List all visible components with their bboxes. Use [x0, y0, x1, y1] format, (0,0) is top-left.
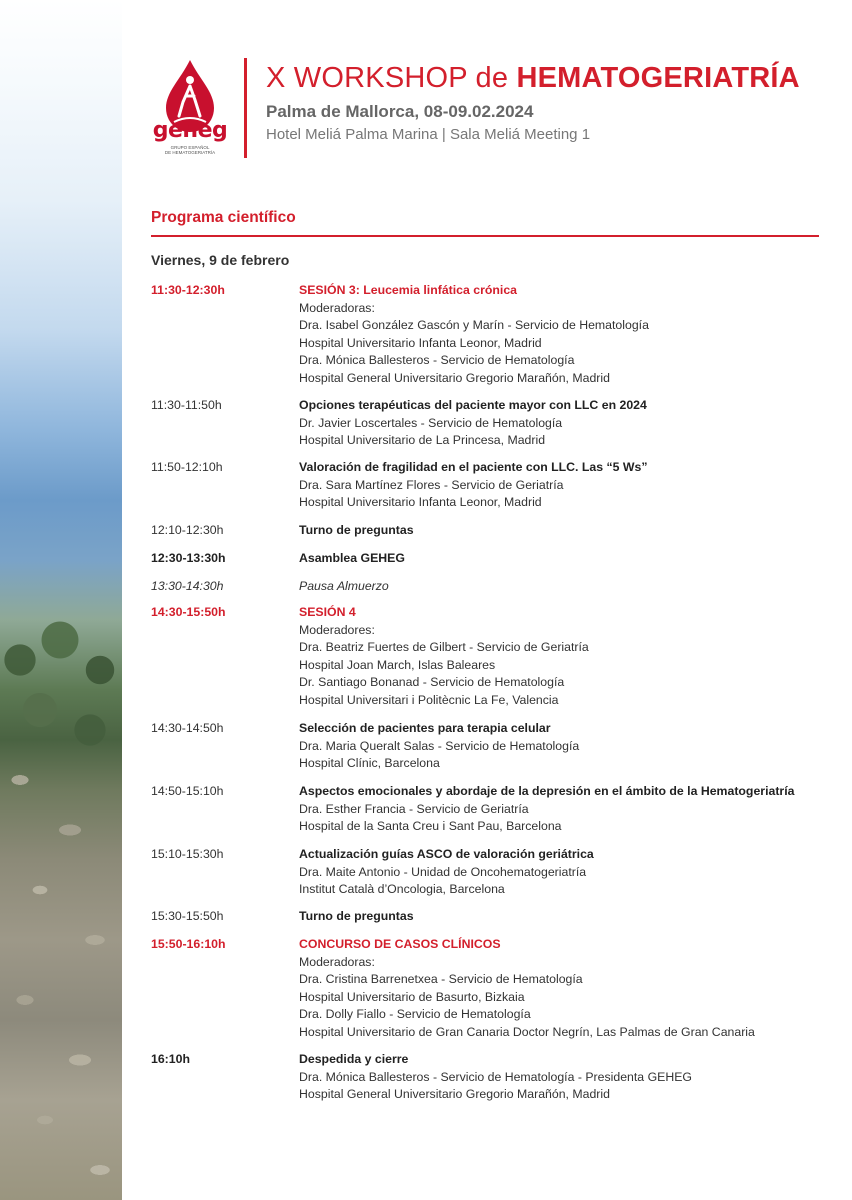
- schedule-detail: Dra. Mónica Ballesteros - Servicio de Hematología - Presidenta GEHEG: [299, 1069, 692, 1084]
- schedule-title: Turno de preguntas: [299, 523, 414, 537]
- logo-subtitle: GRUPO ESPAÑOL DE HEMATOGERIATRÍA: [164, 145, 216, 155]
- schedule-detail: Institut Català d’Oncologia, Barcelona: [299, 882, 505, 897]
- event-title-emphasis: HEMATOGERIATRÍA: [516, 62, 800, 94]
- schedule-detail: Dra. Mónica Ballesteros - Servicio de Hematología: [299, 353, 575, 368]
- program-title: Programa científico: [151, 209, 296, 226]
- schedule-title: SESIÓN 3: Leucemia linfática crónica: [299, 283, 518, 297]
- schedule-detail: Hospital General Universitario Gregorio Marañón, Madrid: [299, 1087, 610, 1102]
- schedule-time: 12:30-13:30h: [151, 551, 226, 565]
- schedule-content: [299, 783, 839, 836]
- schedule-detail: Dra. Cristina Barrenetxea - Servicio de Hematología: [299, 972, 583, 987]
- schedule-title: Pausa Almuerzo: [299, 579, 389, 593]
- schedule-detail: Dra. Esther Francia - Servicio de Geriatría: [299, 801, 529, 816]
- stone-path: [0, 740, 122, 1200]
- schedule-content: [299, 282, 839, 388]
- schedule-time: 14:30-15:50h: [151, 605, 226, 619]
- logo-wordmark: geheg: [152, 118, 228, 143]
- schedule-time: 13:30-14:30h: [151, 579, 224, 593]
- schedule-detail: Hospital Universitari i Politècnic La Fe, Valencia: [299, 692, 559, 707]
- schedule-detail: Dra. Maria Queralt Salas - Servicio de Hematología: [299, 738, 580, 753]
- schedule-content: [299, 550, 839, 568]
- schedule-content: [299, 908, 839, 926]
- event-title: [266, 62, 800, 95]
- schedule-time: 11:50-12:10h: [151, 460, 223, 474]
- schedule-time: 14:50-15:10h: [151, 784, 224, 798]
- schedule-detail: Hospital de la Santa Creu i Sant Pau, Barcelona: [299, 819, 562, 834]
- landscape-strip: [0, 0, 122, 1200]
- program-divider: [151, 235, 819, 237]
- schedule-detail: Dra. Dolly Fiallo - Servicio de Hematología: [299, 1007, 531, 1022]
- schedule-time: 14:30-14:50h: [151, 721, 224, 735]
- schedule-content: [299, 720, 839, 773]
- event-title-prefix: X WORKSHOP de: [266, 62, 517, 94]
- schedule-time: 12:10-12:30h: [151, 523, 224, 537]
- schedule-detail: Dra. Maite Antonio - Unidad de Oncohematogeriatría: [299, 864, 587, 879]
- schedule-content: [299, 578, 839, 596]
- schedule-time: 11:30-11:50h: [151, 398, 222, 412]
- schedule-detail: Dr. Santiago Bonanad - Servicio de Hematología: [299, 675, 565, 690]
- schedule-title: CONCURSO DE CASOS CLÍNICOS: [299, 937, 501, 951]
- schedule-title: Valoración de fragilidad en el paciente con LLC. Las “5 Ws”: [299, 460, 648, 474]
- event-venue: Hotel Meliá Palma Marina | Sala Meliá Meeting 1: [266, 126, 591, 143]
- schedule-content: [299, 1051, 839, 1104]
- schedule-detail: Hospital Universitario de La Princesa, Madrid: [299, 433, 546, 448]
- schedule-content: [299, 604, 839, 710]
- schedule-detail: Dr. Javier Loscertales - Servicio de Hematología: [299, 415, 563, 430]
- geheg-drop-logo-icon: [150, 58, 230, 158]
- schedule-title: Turno de preguntas: [299, 909, 414, 923]
- program-day: Viernes, 9 de febrero: [151, 252, 290, 268]
- schedule-title: Opciones terapéuticas del paciente mayor con LLC en 2024: [299, 398, 647, 412]
- schedule-time: 15:30-15:50h: [151, 909, 224, 923]
- schedule-detail: Hospital Joan March, Islas Baleares: [299, 657, 496, 672]
- schedule-detail: Hospital Clínic, Barcelona: [299, 756, 440, 771]
- schedule-detail: Moderadoras:: [299, 954, 375, 969]
- schedule-detail: Hospital Universitario Infanta Leonor, Madrid: [299, 495, 542, 510]
- schedule-title: Selección de pacientes para terapia celular: [299, 721, 551, 735]
- schedule-title: SESIÓN 4: [299, 605, 356, 619]
- schedule-detail: Moderadoras:: [299, 300, 375, 315]
- schedule-content: [299, 522, 839, 540]
- schedule-content: [299, 397, 839, 450]
- schedule-title: Aspectos emocionales y abordaje de la depresión en el ámbito de la Hematogeriatría: [299, 784, 795, 798]
- schedule-detail: Dra. Isabel González Gascón y Marín - Servicio de Hematología: [299, 318, 649, 333]
- schedule-detail: Dra. Beatriz Fuertes de Gilbert - Servicio de Geriatría: [299, 640, 589, 655]
- schedule-time: 16:10h: [151, 1052, 190, 1066]
- schedule-time: 15:10-15:30h: [151, 847, 224, 861]
- header-divider: [244, 58, 247, 158]
- schedule-detail: Hospital General Universitario Gregorio Marañón, Madrid: [299, 370, 610, 385]
- schedule-detail: Hospital Universitario de Gran Canaria Doctor Negrín, Las Palmas de Gran Canaria: [299, 1024, 755, 1039]
- schedule-title: Asamblea GEHEG: [299, 551, 405, 565]
- schedule-title: Despedida y cierre: [299, 1052, 409, 1066]
- schedule-content: [299, 936, 839, 1042]
- schedule-title: Actualización guías ASCO de valoración geriátrica: [299, 847, 594, 861]
- schedule-content: [299, 846, 839, 899]
- schedule-time: 11:30-12:30h: [151, 283, 225, 297]
- schedule-detail: Hospital Universitario de Basurto, Bizkaia: [299, 989, 525, 1004]
- schedule-detail: Dra. Sara Martínez Flores - Servicio de Geriatría: [299, 477, 564, 492]
- event-location-date: Palma de Mallorca, 08-09.02.2024: [266, 102, 534, 121]
- schedule-detail: Hospital Universitario Infanta Leonor, Madrid: [299, 335, 542, 350]
- schedule-detail: Moderadores:: [299, 622, 375, 637]
- schedule-content: [299, 459, 839, 512]
- schedule-time: 15:50-16:10h: [151, 937, 226, 951]
